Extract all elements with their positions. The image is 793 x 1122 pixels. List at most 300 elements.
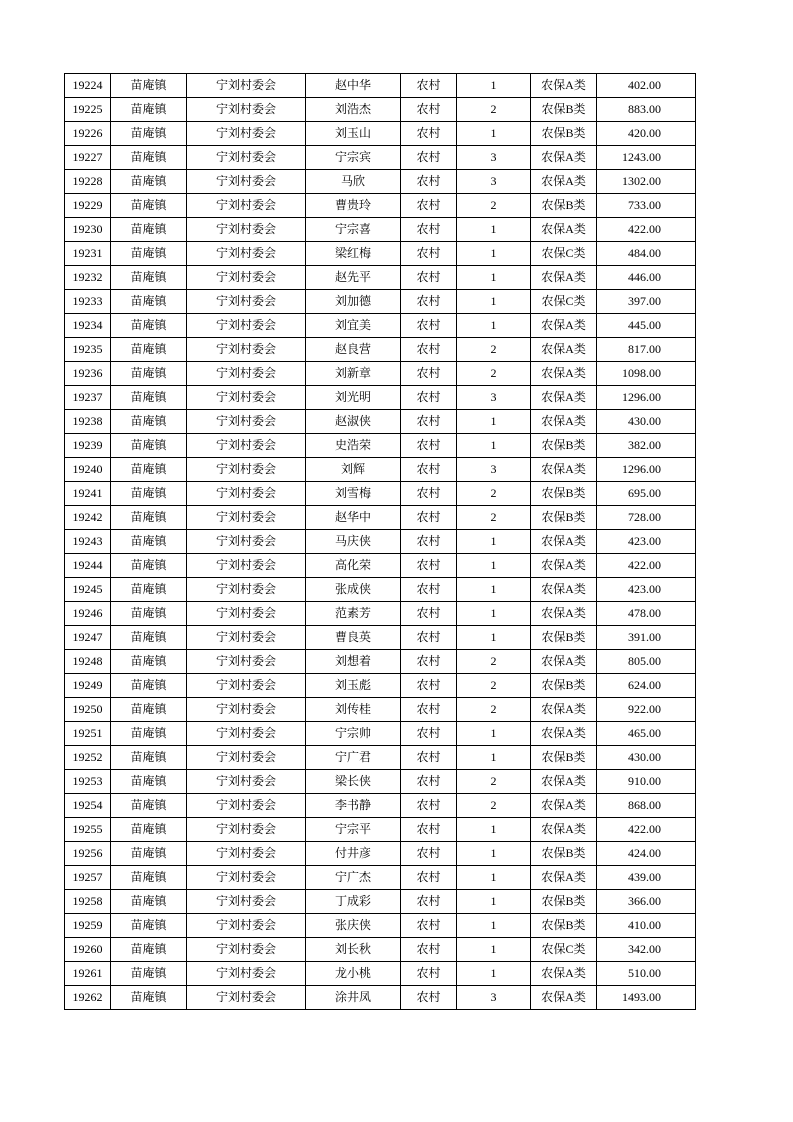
table-row (65, 650, 696, 674)
cell-id: 19256 (65, 842, 111, 866)
cell-village: 宁刘村委会 (187, 818, 306, 842)
cell-insurance: 农保A类 (531, 554, 597, 578)
cell-town: 苗庵镇 (111, 362, 187, 386)
cell-village: 宁刘村委会 (187, 914, 306, 938)
cell-residence: 农村 (401, 554, 457, 578)
cell-name: 刘浩杰 (306, 98, 401, 122)
table-row (65, 938, 696, 962)
cell-village: 宁刘村委会 (187, 482, 306, 506)
cell-residence: 农村 (401, 578, 457, 602)
cell-village: 宁刘村委会 (187, 554, 306, 578)
cell-insurance: 农保A类 (531, 650, 597, 674)
cell-count: 2 (457, 650, 531, 674)
cell-insurance: 农保B类 (531, 914, 597, 938)
cell-town: 苗庵镇 (111, 938, 187, 962)
cell-name: 赵中华 (306, 74, 401, 98)
cell-residence: 农村 (401, 722, 457, 746)
cell-id: 19227 (65, 146, 111, 170)
table-row (65, 98, 696, 122)
cell-name: 宁广杰 (306, 866, 401, 890)
cell-id: 19252 (65, 746, 111, 770)
table-row (65, 122, 696, 146)
cell-insurance: 农保A类 (531, 386, 597, 410)
cell-amount: 510.00 (597, 962, 696, 986)
cell-count: 2 (457, 770, 531, 794)
cell-name: 宁宗喜 (306, 218, 401, 242)
cell-name: 张成侠 (306, 578, 401, 602)
cell-village: 宁刘村委会 (187, 506, 306, 530)
cell-village: 宁刘村委会 (187, 794, 306, 818)
cell-amount: 446.00 (597, 266, 696, 290)
cell-residence: 农村 (401, 602, 457, 626)
cell-name: 刘加德 (306, 290, 401, 314)
cell-id: 19259 (65, 914, 111, 938)
cell-insurance: 农保A类 (531, 962, 597, 986)
cell-count: 3 (457, 386, 531, 410)
cell-count: 1 (457, 554, 531, 578)
cell-town: 苗庵镇 (111, 386, 187, 410)
cell-id: 19255 (65, 818, 111, 842)
cell-count: 2 (457, 362, 531, 386)
cell-name: 高化荣 (306, 554, 401, 578)
cell-count: 2 (457, 98, 531, 122)
cell-village: 宁刘村委会 (187, 698, 306, 722)
cell-residence: 农村 (401, 290, 457, 314)
cell-id: 19226 (65, 122, 111, 146)
cell-residence: 农村 (401, 242, 457, 266)
cell-amount: 402.00 (597, 74, 696, 98)
table-row (65, 626, 696, 650)
cell-id: 19251 (65, 722, 111, 746)
cell-name: 宁广君 (306, 746, 401, 770)
cell-amount: 478.00 (597, 602, 696, 626)
cell-residence: 农村 (401, 122, 457, 146)
cell-count: 1 (457, 842, 531, 866)
cell-village: 宁刘村委会 (187, 602, 306, 626)
cell-town: 苗庵镇 (111, 770, 187, 794)
cell-residence: 农村 (401, 962, 457, 986)
cell-town: 苗庵镇 (111, 290, 187, 314)
cell-insurance: 农保B类 (531, 98, 597, 122)
cell-village: 宁刘村委会 (187, 266, 306, 290)
cell-town: 苗庵镇 (111, 890, 187, 914)
cell-village: 宁刘村委会 (187, 290, 306, 314)
cell-id: 19254 (65, 794, 111, 818)
table-row (65, 290, 696, 314)
cell-name: 史浩荣 (306, 434, 401, 458)
cell-village: 宁刘村委会 (187, 770, 306, 794)
cell-amount: 868.00 (597, 794, 696, 818)
cell-town: 苗庵镇 (111, 866, 187, 890)
cell-count: 1 (457, 962, 531, 986)
cell-count: 1 (457, 938, 531, 962)
cell-id: 19240 (65, 458, 111, 482)
cell-insurance: 农保A类 (531, 578, 597, 602)
cell-name: 刘宜美 (306, 314, 401, 338)
cell-residence: 农村 (401, 746, 457, 770)
cell-amount: 391.00 (597, 626, 696, 650)
cell-name: 刘辉 (306, 458, 401, 482)
cell-residence: 农村 (401, 98, 457, 122)
table-row (65, 722, 696, 746)
cell-name: 刘想着 (306, 650, 401, 674)
cell-residence: 农村 (401, 842, 457, 866)
cell-amount: 424.00 (597, 842, 696, 866)
cell-residence: 农村 (401, 818, 457, 842)
cell-amount: 1296.00 (597, 386, 696, 410)
cell-insurance: 农保B类 (531, 482, 597, 506)
cell-village: 宁刘村委会 (187, 866, 306, 890)
cell-residence: 农村 (401, 914, 457, 938)
cell-amount: 1243.00 (597, 146, 696, 170)
cell-insurance: 农保A类 (531, 698, 597, 722)
cell-amount: 420.00 (597, 122, 696, 146)
cell-count: 2 (457, 698, 531, 722)
cell-name: 刘长秋 (306, 938, 401, 962)
cell-count: 1 (457, 602, 531, 626)
cell-town: 苗庵镇 (111, 218, 187, 242)
cell-residence: 农村 (401, 650, 457, 674)
cell-id: 19231 (65, 242, 111, 266)
cell-count: 2 (457, 506, 531, 530)
cell-village: 宁刘村委会 (187, 242, 306, 266)
cell-insurance: 农保A类 (531, 146, 597, 170)
cell-name: 赵良营 (306, 338, 401, 362)
cell-count: 2 (457, 674, 531, 698)
cell-village: 宁刘村委会 (187, 626, 306, 650)
table-row (65, 818, 696, 842)
cell-town: 苗庵镇 (111, 146, 187, 170)
cell-id: 19247 (65, 626, 111, 650)
cell-id: 19234 (65, 314, 111, 338)
cell-id: 19235 (65, 338, 111, 362)
cell-count: 1 (457, 890, 531, 914)
cell-amount: 422.00 (597, 818, 696, 842)
cell-insurance: 农保A类 (531, 866, 597, 890)
cell-amount: 1493.00 (597, 986, 696, 1010)
cell-residence: 农村 (401, 74, 457, 98)
cell-insurance: 农保A类 (531, 458, 597, 482)
cell-count: 1 (457, 122, 531, 146)
cell-name: 曹良英 (306, 626, 401, 650)
table-row (65, 794, 696, 818)
cell-name: 赵先平 (306, 266, 401, 290)
cell-amount: 922.00 (597, 698, 696, 722)
table-row (65, 962, 696, 986)
cell-village: 宁刘村委会 (187, 962, 306, 986)
cell-id: 19253 (65, 770, 111, 794)
cell-count: 1 (457, 74, 531, 98)
cell-name: 梁红梅 (306, 242, 401, 266)
cell-residence: 农村 (401, 434, 457, 458)
table-row (65, 746, 696, 770)
cell-name: 赵华中 (306, 506, 401, 530)
cell-name: 刘传桂 (306, 698, 401, 722)
table-row (65, 578, 696, 602)
cell-insurance: 农保A类 (531, 314, 597, 338)
cell-insurance: 农保A类 (531, 986, 597, 1010)
cell-id: 19261 (65, 962, 111, 986)
cell-amount: 910.00 (597, 770, 696, 794)
cell-amount: 422.00 (597, 554, 696, 578)
cell-village: 宁刘村委会 (187, 842, 306, 866)
cell-amount: 430.00 (597, 410, 696, 434)
cell-residence: 农村 (401, 866, 457, 890)
cell-town: 苗庵镇 (111, 698, 187, 722)
cell-id: 19245 (65, 578, 111, 602)
cell-id: 19246 (65, 602, 111, 626)
table-row (65, 242, 696, 266)
cell-insurance: 农保A类 (531, 338, 597, 362)
cell-insurance: 农保A类 (531, 362, 597, 386)
cell-id: 19232 (65, 266, 111, 290)
cell-count: 3 (457, 458, 531, 482)
cell-town: 苗庵镇 (111, 626, 187, 650)
cell-name: 刘玉彪 (306, 674, 401, 698)
cell-town: 苗庵镇 (111, 170, 187, 194)
cell-count: 2 (457, 338, 531, 362)
cell-insurance: 农保A类 (531, 794, 597, 818)
cell-residence: 农村 (401, 362, 457, 386)
cell-town: 苗庵镇 (111, 962, 187, 986)
table-row (65, 458, 696, 482)
cell-name: 宁宗平 (306, 818, 401, 842)
cell-village: 宁刘村委会 (187, 362, 306, 386)
cell-insurance: 农保A类 (531, 170, 597, 194)
cell-insurance: 农保B类 (531, 506, 597, 530)
cell-insurance: 农保C类 (531, 938, 597, 962)
cell-count: 2 (457, 794, 531, 818)
cell-insurance: 农保A类 (531, 530, 597, 554)
cell-town: 苗庵镇 (111, 338, 187, 362)
cell-name: 涂井凤 (306, 986, 401, 1010)
table-row (65, 602, 696, 626)
cell-name: 龙小桃 (306, 962, 401, 986)
cell-name: 刘雪梅 (306, 482, 401, 506)
cell-village: 宁刘村委会 (187, 410, 306, 434)
cell-count: 1 (457, 434, 531, 458)
cell-count: 1 (457, 314, 531, 338)
cell-name: 宁宗宾 (306, 146, 401, 170)
cell-amount: 1302.00 (597, 170, 696, 194)
cell-insurance: 农保B类 (531, 434, 597, 458)
cell-id: 19241 (65, 482, 111, 506)
cell-residence: 农村 (401, 482, 457, 506)
cell-town: 苗庵镇 (111, 314, 187, 338)
cell-village: 宁刘村委会 (187, 98, 306, 122)
cell-count: 3 (457, 170, 531, 194)
cell-village: 宁刘村委会 (187, 938, 306, 962)
table-row (65, 890, 696, 914)
cell-id: 19260 (65, 938, 111, 962)
cell-town: 苗庵镇 (111, 410, 187, 434)
table-row (65, 170, 696, 194)
cell-count: 1 (457, 218, 531, 242)
cell-name: 梁长侠 (306, 770, 401, 794)
cell-count: 3 (457, 146, 531, 170)
cell-id: 19237 (65, 386, 111, 410)
cell-amount: 423.00 (597, 578, 696, 602)
table-row (65, 866, 696, 890)
cell-village: 宁刘村委会 (187, 170, 306, 194)
cell-village: 宁刘村委会 (187, 386, 306, 410)
cell-village: 宁刘村委会 (187, 722, 306, 746)
cell-count: 2 (457, 194, 531, 218)
cell-insurance: 农保B类 (531, 842, 597, 866)
cell-insurance: 农保C类 (531, 290, 597, 314)
cell-residence: 农村 (401, 218, 457, 242)
cell-insurance: 农保B类 (531, 890, 597, 914)
table-row (65, 842, 696, 866)
cell-town: 苗庵镇 (111, 986, 187, 1010)
cell-id: 19225 (65, 98, 111, 122)
cell-insurance: 农保B类 (531, 746, 597, 770)
cell-village: 宁刘村委会 (187, 218, 306, 242)
cell-town: 苗庵镇 (111, 722, 187, 746)
cell-village: 宁刘村委会 (187, 986, 306, 1010)
cell-id: 19242 (65, 506, 111, 530)
cell-amount: 1098.00 (597, 362, 696, 386)
cell-residence: 农村 (401, 410, 457, 434)
cell-town: 苗庵镇 (111, 602, 187, 626)
cell-id: 19236 (65, 362, 111, 386)
cell-count: 1 (457, 818, 531, 842)
cell-town: 苗庵镇 (111, 530, 187, 554)
cell-town: 苗庵镇 (111, 74, 187, 98)
table-row (65, 194, 696, 218)
cell-amount: 439.00 (597, 866, 696, 890)
table-body (65, 74, 696, 1010)
cell-id: 19229 (65, 194, 111, 218)
cell-name: 宁宗帅 (306, 722, 401, 746)
cell-count: 1 (457, 530, 531, 554)
benefits-table (64, 73, 696, 1010)
cell-id: 19250 (65, 698, 111, 722)
cell-village: 宁刘村委会 (187, 314, 306, 338)
cell-id: 19248 (65, 650, 111, 674)
cell-village: 宁刘村委会 (187, 890, 306, 914)
cell-name: 曹贵玲 (306, 194, 401, 218)
cell-village: 宁刘村委会 (187, 146, 306, 170)
cell-village: 宁刘村委会 (187, 74, 306, 98)
cell-insurance: 农保A类 (531, 410, 597, 434)
cell-amount: 695.00 (597, 482, 696, 506)
cell-town: 苗庵镇 (111, 842, 187, 866)
cell-amount: 430.00 (597, 746, 696, 770)
cell-town: 苗庵镇 (111, 674, 187, 698)
cell-town: 苗庵镇 (111, 122, 187, 146)
cell-name: 马欣 (306, 170, 401, 194)
cell-residence: 农村 (401, 674, 457, 698)
table-row (65, 506, 696, 530)
table-row (65, 770, 696, 794)
cell-id: 19230 (65, 218, 111, 242)
table-row (65, 530, 696, 554)
cell-residence: 农村 (401, 458, 457, 482)
table-row (65, 410, 696, 434)
cell-town: 苗庵镇 (111, 554, 187, 578)
cell-name: 付井彦 (306, 842, 401, 866)
cell-id: 19228 (65, 170, 111, 194)
cell-amount: 465.00 (597, 722, 696, 746)
cell-residence: 农村 (401, 146, 457, 170)
cell-residence: 农村 (401, 986, 457, 1010)
cell-insurance: 农保C类 (531, 242, 597, 266)
cell-count: 1 (457, 242, 531, 266)
cell-name: 张庆侠 (306, 914, 401, 938)
cell-town: 苗庵镇 (111, 458, 187, 482)
cell-amount: 445.00 (597, 314, 696, 338)
cell-count: 1 (457, 746, 531, 770)
cell-town: 苗庵镇 (111, 506, 187, 530)
cell-count: 1 (457, 914, 531, 938)
cell-count: 1 (457, 578, 531, 602)
table-row (65, 554, 696, 578)
cell-id: 19249 (65, 674, 111, 698)
table-row (65, 674, 696, 698)
cell-count: 1 (457, 722, 531, 746)
cell-amount: 410.00 (597, 914, 696, 938)
cell-id: 19257 (65, 866, 111, 890)
cell-town: 苗庵镇 (111, 794, 187, 818)
cell-village: 宁刘村委会 (187, 578, 306, 602)
cell-town: 苗庵镇 (111, 650, 187, 674)
cell-count: 2 (457, 482, 531, 506)
cell-insurance: 农保A类 (531, 74, 597, 98)
cell-residence: 农村 (401, 698, 457, 722)
cell-name: 李书静 (306, 794, 401, 818)
table-row (65, 314, 696, 338)
cell-amount: 728.00 (597, 506, 696, 530)
cell-residence: 农村 (401, 314, 457, 338)
cell-residence: 农村 (401, 170, 457, 194)
cell-insurance: 农保A类 (531, 266, 597, 290)
cell-name: 刘新章 (306, 362, 401, 386)
cell-town: 苗庵镇 (111, 482, 187, 506)
table-row (65, 146, 696, 170)
cell-village: 宁刘村委会 (187, 530, 306, 554)
table-row (65, 338, 696, 362)
cell-amount: 817.00 (597, 338, 696, 362)
cell-insurance: 农保A类 (531, 818, 597, 842)
cell-amount: 484.00 (597, 242, 696, 266)
cell-residence: 农村 (401, 890, 457, 914)
table-row (65, 266, 696, 290)
cell-insurance: 农保A类 (531, 218, 597, 242)
cell-insurance: 农保B类 (531, 194, 597, 218)
table-row (65, 218, 696, 242)
table-row (65, 74, 696, 98)
cell-residence: 农村 (401, 794, 457, 818)
cell-village: 宁刘村委会 (187, 746, 306, 770)
cell-amount: 422.00 (597, 218, 696, 242)
cell-name: 范素芳 (306, 602, 401, 626)
cell-name: 赵淑侠 (306, 410, 401, 434)
cell-town: 苗庵镇 (111, 98, 187, 122)
cell-town: 苗庵镇 (111, 434, 187, 458)
cell-id: 19243 (65, 530, 111, 554)
cell-village: 宁刘村委会 (187, 434, 306, 458)
cell-residence: 农村 (401, 770, 457, 794)
cell-count: 1 (457, 866, 531, 890)
cell-id: 19238 (65, 410, 111, 434)
cell-insurance: 农保A类 (531, 770, 597, 794)
cell-insurance: 农保A类 (531, 602, 597, 626)
cell-insurance: 农保A类 (531, 722, 597, 746)
table-row (65, 362, 696, 386)
table-row (65, 434, 696, 458)
cell-count: 3 (457, 986, 531, 1010)
